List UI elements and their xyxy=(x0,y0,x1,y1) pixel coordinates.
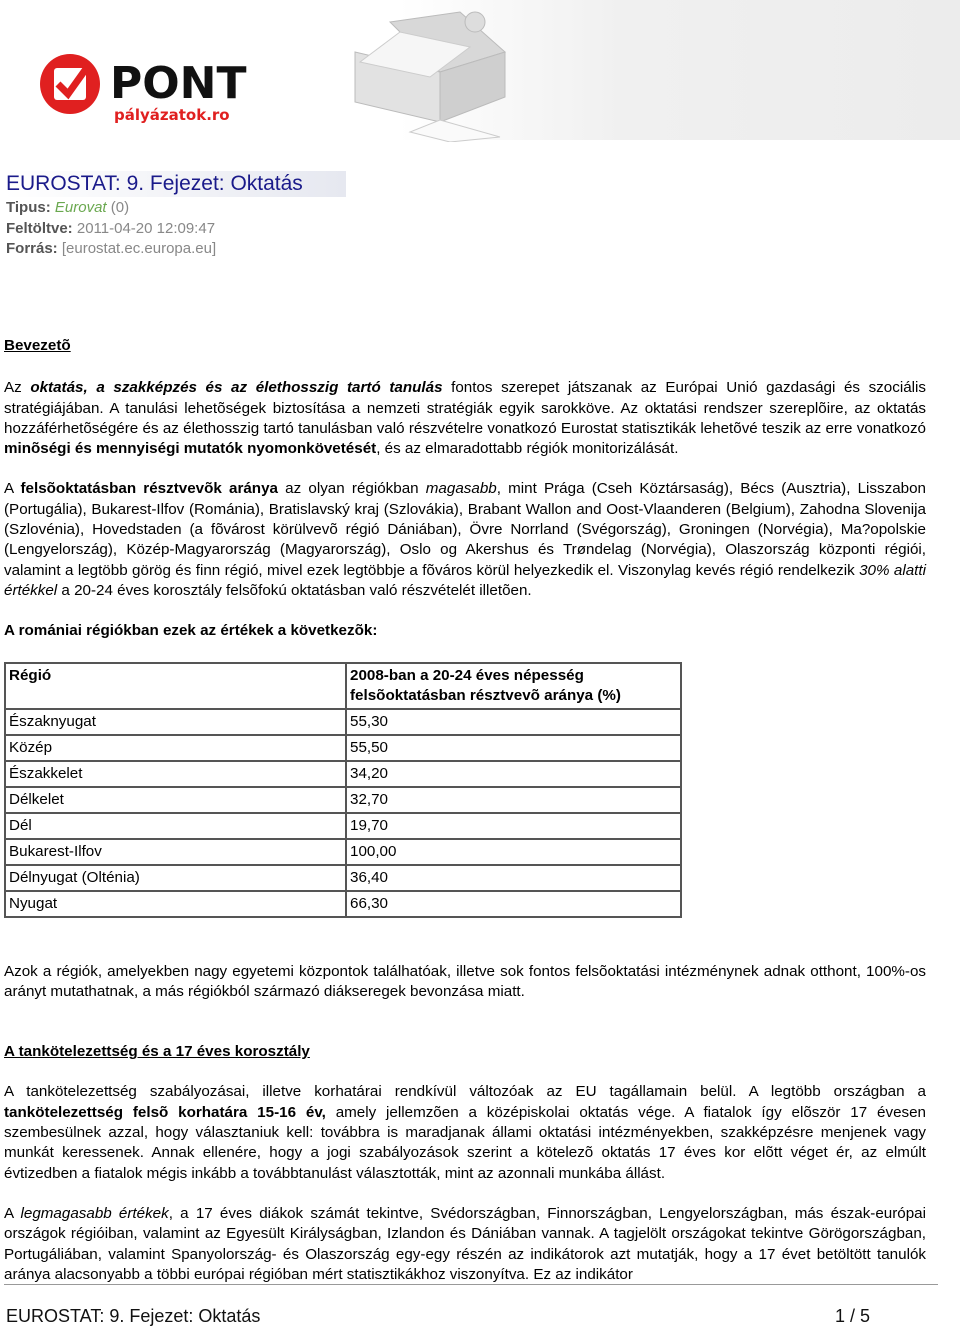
brand-name: PONT xyxy=(110,58,247,109)
source-label: Forrás: xyxy=(6,240,58,257)
meta-source xyxy=(6,240,216,257)
section-heading-compulsory: A tankötelezettség és a 17 éves korosztály xyxy=(4,1043,310,1061)
table-row: Bukarest-Ilfov 100,00 xyxy=(5,839,681,865)
universities-paragraph: Azok a régiók, amelyekben nagy egyetemi központok találhatóak, illetve sok fontos felsõoktatási intézménynek adnak otthont, 100%-os arányt mutathatnak, a más régiókból származó diákseregek bevonzása miatt. xyxy=(4,962,926,1000)
brand-sub: pályázatok.ro xyxy=(114,106,230,124)
table-row: Délkelet 32,70 xyxy=(5,787,681,813)
table-row: Dél 19,70 xyxy=(5,813,681,839)
type-count: (0) xyxy=(110,199,130,216)
pont-logo[interactable] xyxy=(30,40,250,130)
table-row: Délnyugat (Olténia) 36,40 xyxy=(5,865,681,891)
intro-paragraph: Az oktatás, a szakképzés és az élethosszig tartó tanulás fontos szerepet játszanak az Európai Unió gazdasági és szociális stratégiájában. A tanulási lehetõségek biztosítása a nemzeti stratégiák egyik sarokköve. Az oktatási rendszer szereplõire, az oktatás hozzáférhetõségére és az élethosszig tartó tanulásban való részvételre vonatkozó Eurostat statisztikák lehetõvé teszik az erre vonatkozó minõségi és mennyiségi mutatók nyomonkövetését, és az elmaradottabb régiók monitorizálását. xyxy=(4,379,926,458)
compulsory-paragraph: A tankötelezettség szabályozásai, illetve korhatárai rendkívül változóak az EU tagállamain belül. A legtöbb országban a tankötelezettség felsõ korhatára 15-16 év, amely jellemzõen a középiskolai oktatás vége. A fiatalok így elõször 17 évesen szembesülnek azzal, hogy választaniuk kell: továbbra is maradjanak állami oktatási intézményekben, szakképzésre menjenek vagy munkát keressenek. Annak ellenére, hogy a jogi szabályozások szerint a kötelezõ oktatás 17 éves kor elõtt véget ér, az elmúlt évtizedben a fiatalok mégis inkább a továbbtanulást választották, mint az azonnali munkába állást. xyxy=(4,1083,927,1182)
printer-icon xyxy=(330,2,530,142)
document-title: EUROSTAT: 9. Fejezet: Oktatás xyxy=(6,172,303,195)
footer-title: EUROSTAT: 9. Fejezet: Oktatás xyxy=(6,1306,261,1326)
table-header-row xyxy=(5,663,681,709)
page-header xyxy=(0,0,960,150)
romania-regions-table xyxy=(4,662,682,918)
section-heading-intro: Bevezetõ xyxy=(4,337,71,354)
type-link[interactable]: Eurovat xyxy=(54,199,107,216)
uploaded-label: Feltöltve: xyxy=(6,220,73,237)
participation-paragraph: A felsõoktatásban résztvevõk aránya az olyan régiókban magasabb, mint Prága (Cseh Köztársaság), Bécs (Ausztria), Lisszabon (Portugália), Bukarest-Ilfov (Románia), Bratislavský kraj (Szlovákia), Brabant Wallon and Oost-Vlaanderen (Belgium), Zahodna Slovenija (Szlovénia), Hovedstaden (a fõvárost körülvevõ régió Dániában), Övre Norrland (Svégország), Groningen (Norvégia), Ma?opolskie (Lengyelország), Közép-Magyarország (Magyarország), Oslo og Akershus és Trøndelag (Norvégia), Olaszország központi régiói, valamint a legtöbb görög és finn régió, mivel ezek legtöbbje a fõváros körül helyezkedik el. Viszonylag kevés régió rendelkezik 30% alatti értékkel a 20-24 éves korosztály felsõfokú oktatásban való részvételét illetõen. xyxy=(4,480,927,599)
type-label: Tipus: xyxy=(6,199,51,216)
page-number: 1 / 5 xyxy=(834,1306,870,1326)
uploaded-value: 2011-04-20 12:09:47 xyxy=(76,220,216,237)
page-footer xyxy=(6,1306,870,1327)
source-link[interactable]: [eurostat.ec.europa.eu] xyxy=(61,240,217,257)
footer-divider xyxy=(4,1284,938,1285)
table-row: Közép 55,50 xyxy=(5,735,681,761)
col-region-header: Régió xyxy=(5,663,346,709)
table-row: Északkelet 34,20 xyxy=(5,761,681,787)
col-value-header: 2008-ban a 20-24 éves népesség felsõoktatásban résztvevõ aránya (%) xyxy=(346,663,681,709)
table-row: Északnyugat 55,30 xyxy=(5,709,681,735)
meta-uploaded xyxy=(6,220,215,237)
document-body xyxy=(4,336,926,1285)
table-row: Nyugat 66,30 xyxy=(5,891,681,917)
table-heading: A romániai régiókban ezek az értékek a következõk: xyxy=(4,622,378,640)
meta-type xyxy=(6,199,129,216)
highest-values-paragraph: A legmagasabb értékek, a 17 éves diákok számát tekintve, Svédországban, Finnországban, Lengyelországban, más észak-európai országok régióiban, valamint az Egyesült Királyságban, Izlandon és Dániában vannak. A tagjelölt országokat tekintve Görögországban, Portugáliában, valamint Spanyolország- és Olaszország egy-egy részén az indikátorok azt mutatják, hogy a 17 évet betöltött tanulók aránya alacsonyabb a többi európai régióban mért statisztikákhoz viszonyítva. Ez az indikátor xyxy=(4,1204,927,1283)
